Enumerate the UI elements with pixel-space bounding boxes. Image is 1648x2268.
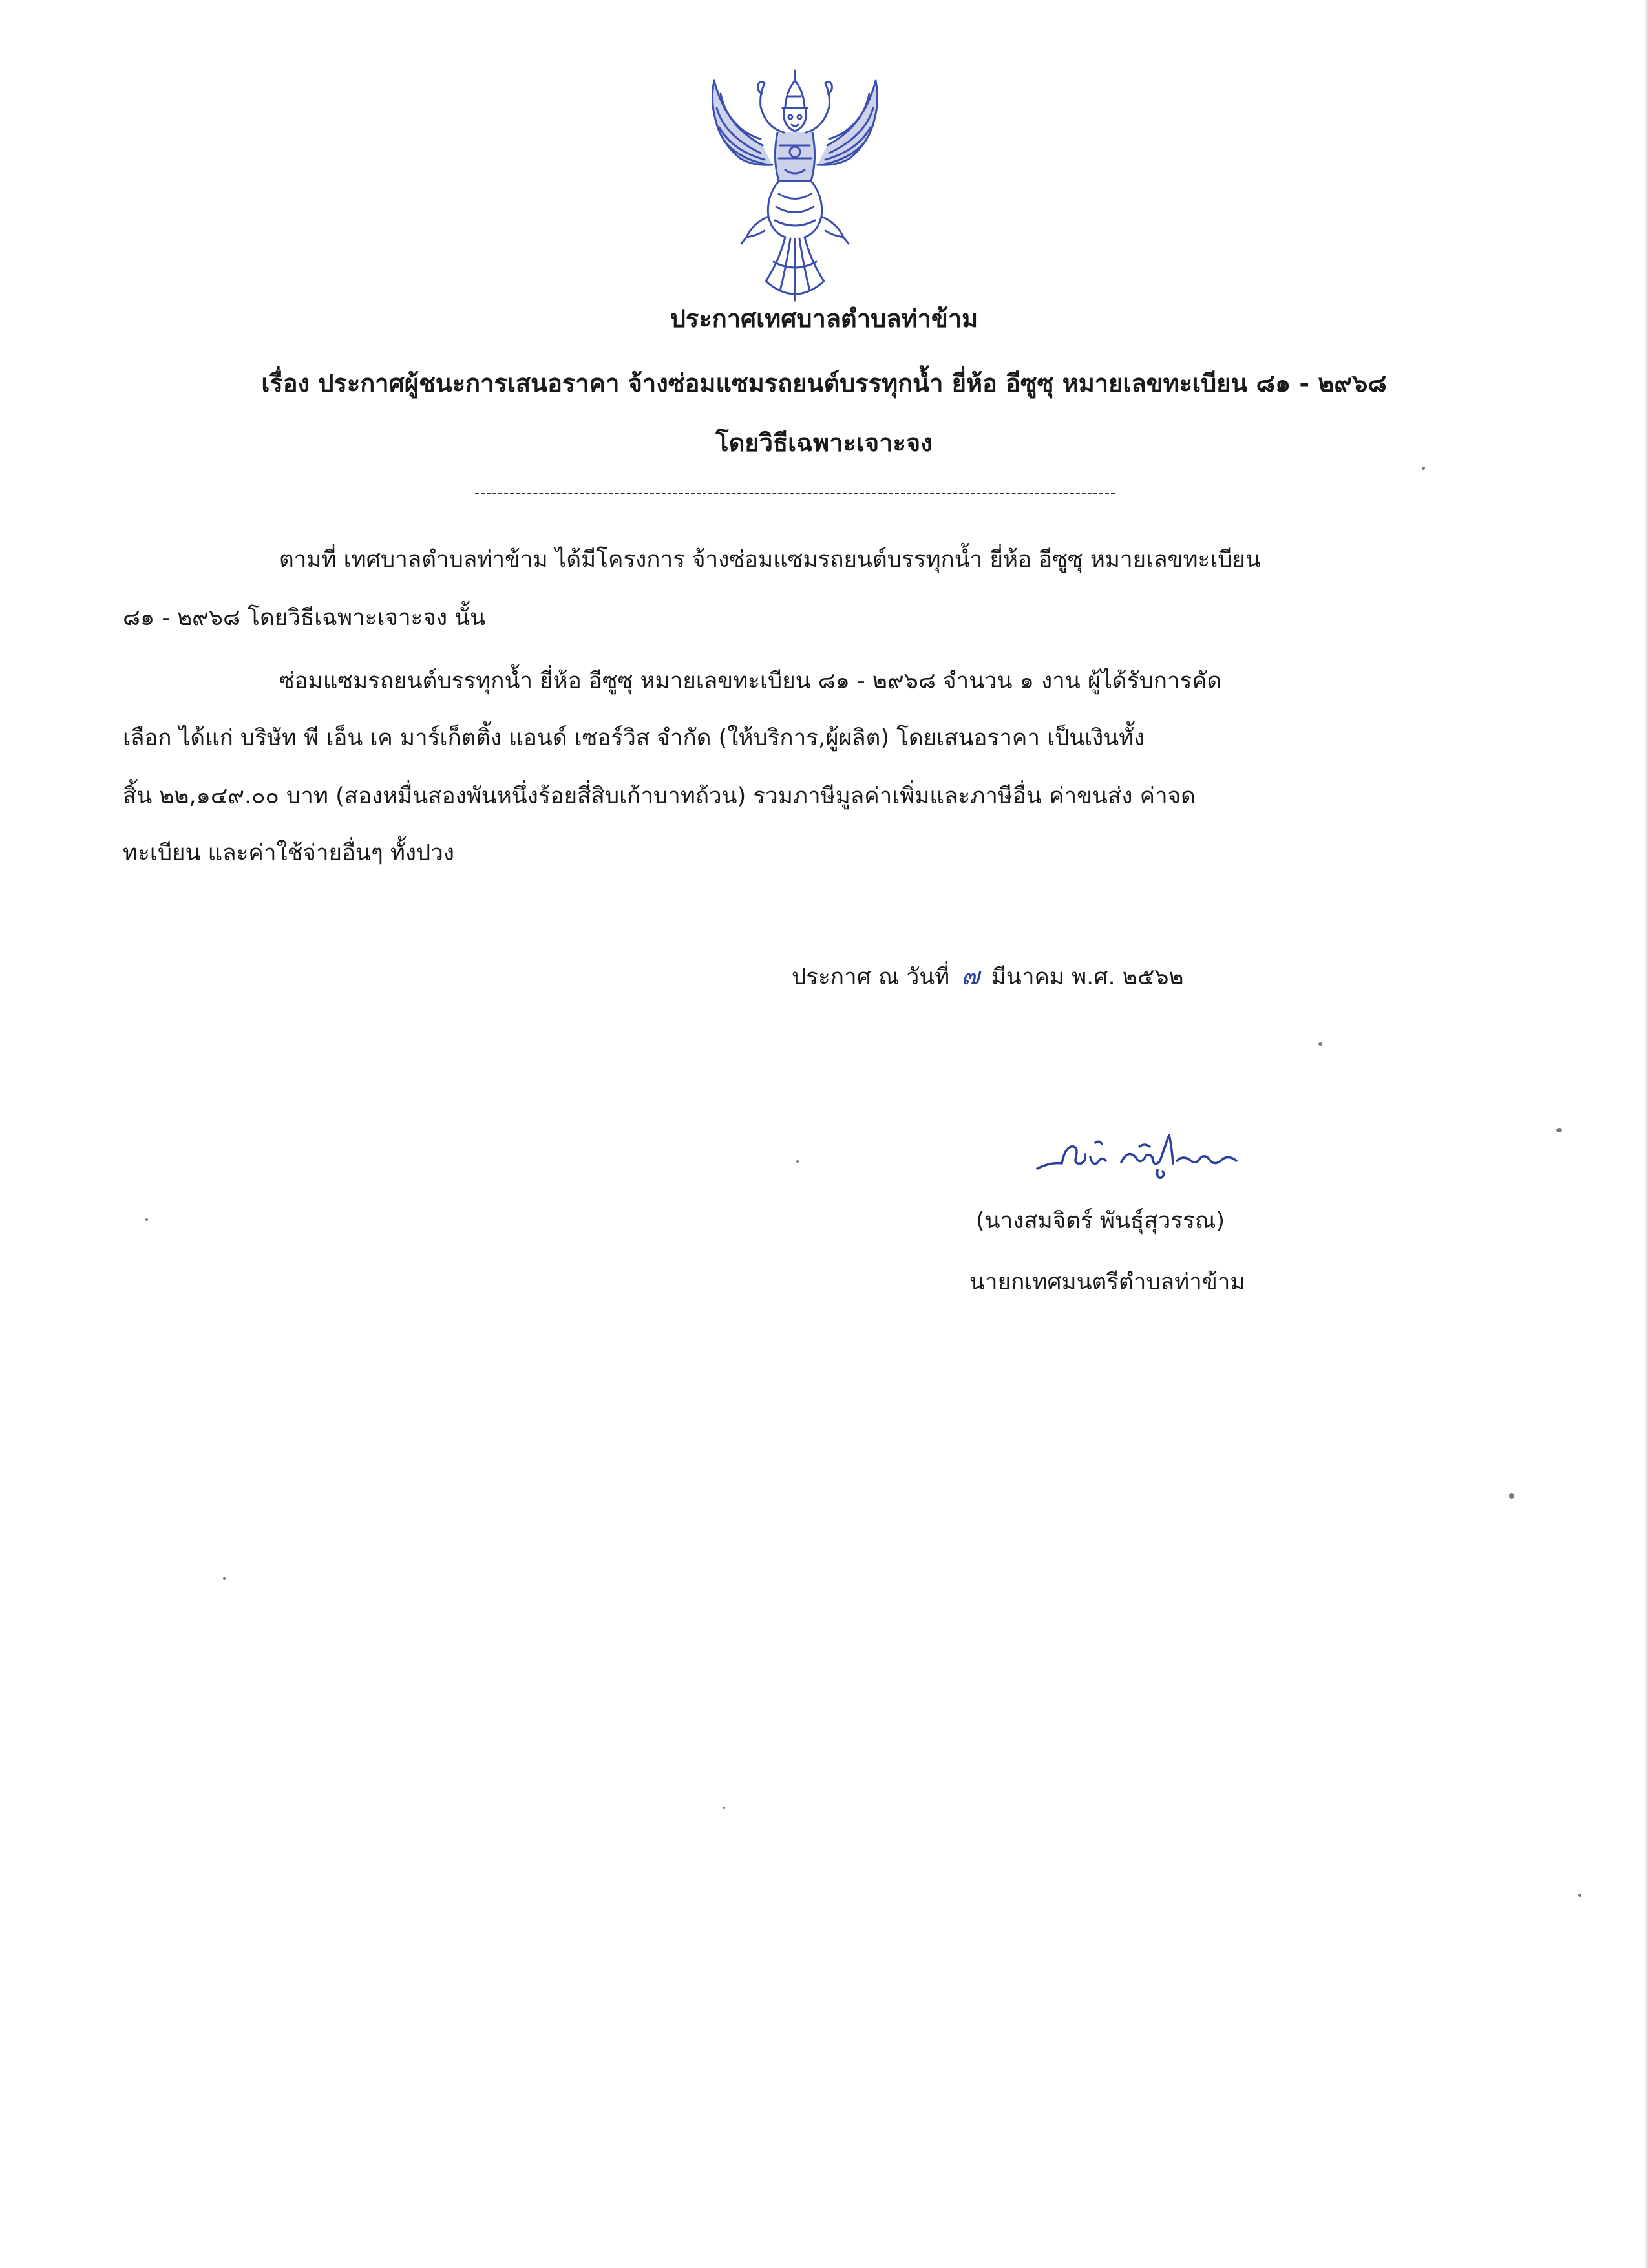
signatory-name: (นางสมจิตร์ พันธุ์สุวรรณ) [976, 1208, 1225, 1234]
scan-speck [145, 1218, 148, 1221]
handwritten-signature-icon [1031, 1123, 1244, 1194]
announcement-subject: เรื่อง ประกาศผู้ชนะการเสนอราคา จ้างซ่อมแซมรถยนต์บรรทุกน้ำ ยี่ห้อ อีซูซุ หมายเลขทะเบียน ๘๑ - ๒๙๖๘ [261, 369, 1387, 397]
paragraph-1-line-2: ๘๑ - ๒๙๖๘ โดยวิธีเฉพาะเจาะจง นั้น [123, 605, 486, 631]
scan-edge [1644, 0, 1648, 2268]
scan-speck [223, 1577, 226, 1580]
scan-speck [1509, 1493, 1514, 1499]
paragraph-1-line-1: ตามที่ เทศบาลตำบลท่าข้าม ได้มีโครงการ จ้างซ่อมแซมรถยนต์บรรทุกน้ำ ยี่ห้อ อีซูซุ หมายเลขทะเบียน [279, 547, 1261, 573]
garuda-emblem-icon [701, 68, 889, 307]
procurement-method: โดยวิธีเฉพาะเจาะจง [715, 429, 933, 457]
announcement-date [792, 960, 1184, 993]
date-prefix: ประกาศ ณ วันที่ [792, 964, 950, 990]
scan-speck [1556, 1128, 1562, 1132]
paragraph-2-line-3: สิ้น ๒๒,๑๔๙.๐๐ บาท (สองหมื่นสองพันหนึ่งร้อยสี่สิบเก้าบาทถ้วน) รวมภาษีมูลค่าเพิ่มและภาษีอื่น ค่าขนส่ง ค่าจด [123, 783, 1196, 809]
scan-speck [723, 1807, 725, 1809]
scan-speck [1318, 1042, 1322, 1046]
paragraph-2-line-1: ซ่อมแซมรถยนต์บรรทุกน้ำ ยี่ห้อ อีซูซุ หมายเลขทะเบียน ๘๑ - ๒๙๖๘ จำนวน ๑ งาน ผู้ได้รับการคัด [279, 668, 1222, 694]
paragraph-2-line-4: ทะเบียน และค่าใช้จ่ายอื่นๆ ทั้งปวง [123, 840, 454, 866]
paragraph-2-line-2: เลือก ได้แก่ บริษัท พี เอ็น เค มาร์เก็ตติ้ง แอนด์ เซอร์วิส จำกัด (ให้บริการ,ผู้ผลิต) โดยเสนอราคา เป็นเงินทั้ง [123, 725, 1145, 751]
announcement-title: ประกาศเทศบาลตำบลท่าข้าม [670, 304, 978, 333]
scan-speck [1422, 467, 1425, 470]
dashed-divider [475, 493, 1115, 494]
scan-speck [1578, 1894, 1581, 1897]
date-day: ๗ [961, 962, 980, 990]
signatory-position: นายกเทศมนตรีตำบลท่าข้าม [969, 1269, 1245, 1295]
scan-speck [796, 1160, 799, 1163]
date-month-year: มีนาคม พ.ศ. ๒๕๖๒ [991, 964, 1184, 990]
